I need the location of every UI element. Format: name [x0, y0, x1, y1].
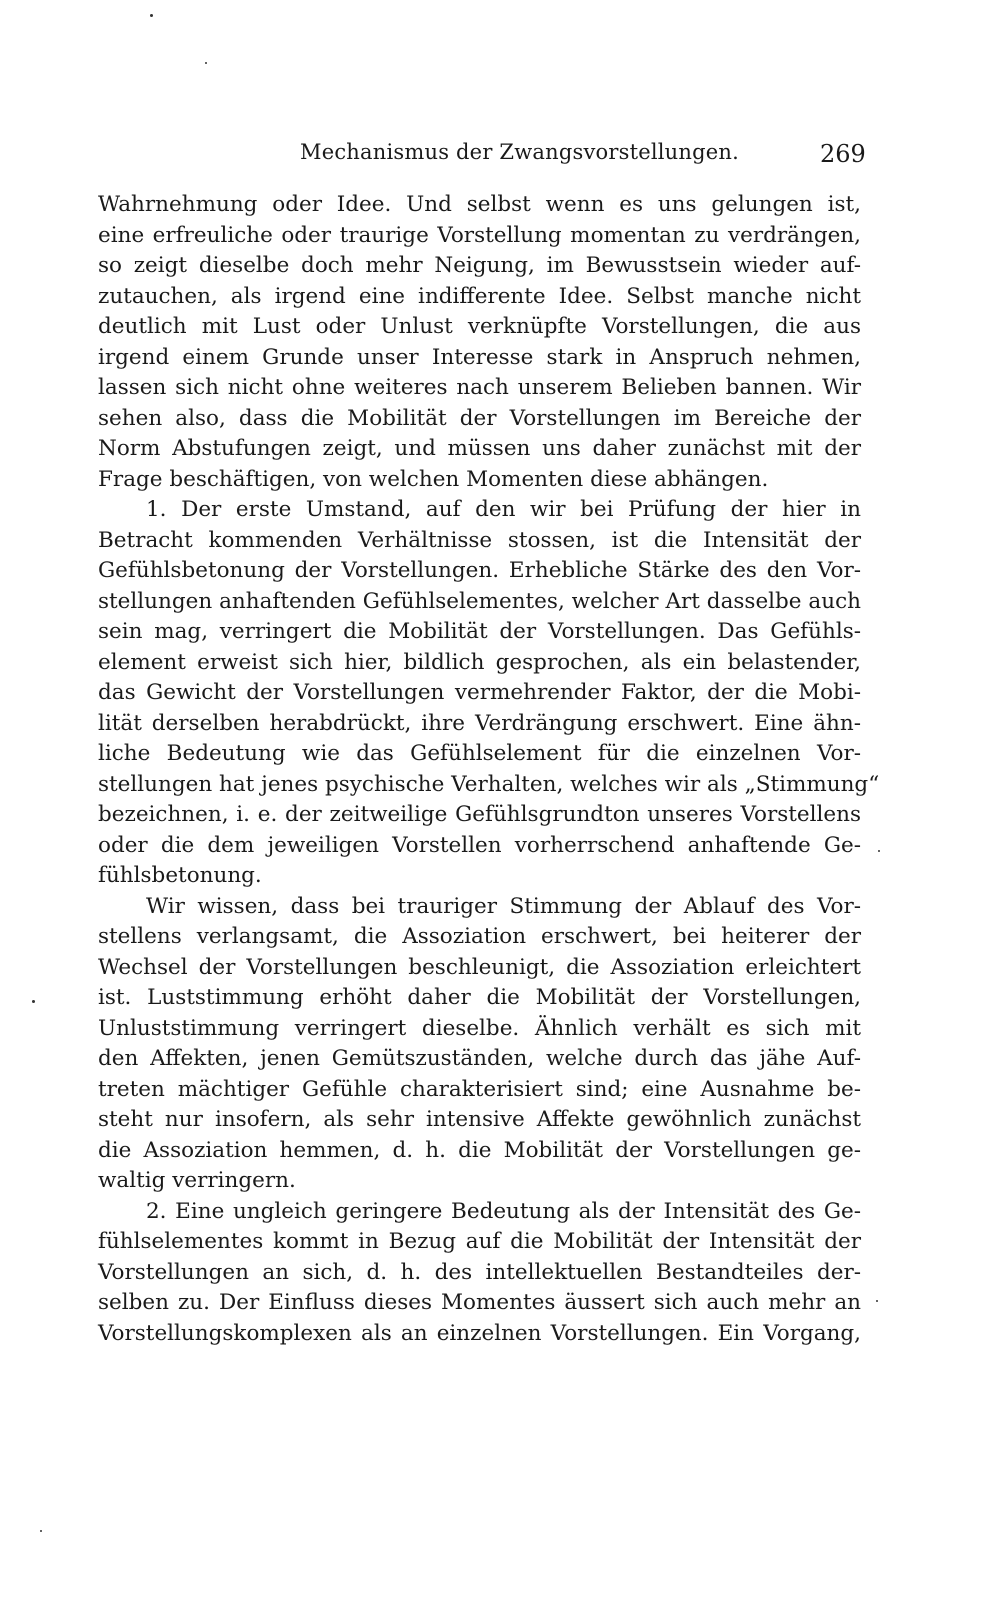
text-line: lität derselben herabdrückt, ihre Verdrängung erschwert. Eine ähn-	[98, 710, 861, 736]
text-line: waltig verringern.	[98, 1168, 296, 1193]
text-line: Wechsel der Vorstellungen beschleunigt, die Assoziation erleichtert	[98, 954, 861, 980]
text-line: Gefühlsbetonung der Vorstellungen. Erhebliche Stärke des den Vor-	[98, 558, 861, 583]
scan-speck	[32, 1000, 35, 1003]
text-line: Frage beschäftigen, von welchen Momenten diese abhängen.	[98, 466, 769, 492]
running-title: Mechanismus der Zwangsvorstellungen.	[300, 140, 740, 164]
text-line: sein mag, verringert die Mobilität der Vorstellungen. Das Gefühls-	[98, 619, 861, 644]
page-number: 269	[820, 140, 866, 168]
text-line: deutlich mit Lust oder Unlust verknüpfte Vorstellungen, die aus	[98, 314, 861, 339]
text-line: lassen sich nicht ohne weiteres nach unserem Belieben bannen. Wir	[98, 375, 861, 400]
text-line: fühlsbetonung.	[98, 863, 262, 888]
paragraph-start: 2. Eine ungleich geringere Bedeutung als der Intensität des Ge-	[146, 1198, 861, 1224]
text-line: Betracht kommenden Verhältnisse stossen, ist die Intensität der	[98, 527, 861, 553]
text-line: Norm Abstufungen zeigt, und müssen uns daher zunächst mit der	[98, 436, 861, 461]
scan-speck	[876, 1300, 878, 1302]
scan-speck	[40, 1530, 42, 1532]
text-line: fühlselementes kommt in Bezug auf die Mobilität der Intensität der	[98, 1229, 861, 1254]
text-line: stellungen hat jenes psychische Verhalten, welches wir als „Stimmung“	[98, 771, 880, 797]
scan-speck	[205, 62, 207, 64]
text-line: den Affekten, jenen Gemütszuständen, welche durch das jähe Auf-	[98, 1046, 861, 1071]
text-line: stellens verlangsamt, die Assoziation erschwert, bei heiterer der	[98, 924, 861, 949]
text-line: ist. Luststimmung erhöht daher die Mobilität der Vorstellungen,	[98, 985, 861, 1010]
text-line: steht nur insofern, als sehr intensive Affekte gewöhnlich zunächst	[98, 1107, 861, 1132]
paragraph-start: Wir wissen, dass bei trauriger Stimmung der Ablauf des Vor-	[146, 893, 861, 919]
text-line: zutauchen, als irgend eine indifferente Idee. Selbst manche nicht	[98, 283, 861, 309]
text-line: eine erfreuliche oder traurige Vorstellung momentan zu verdrängen,	[98, 222, 861, 248]
text-line: die Assoziation hemmen, d. h. die Mobilität der Vorstellungen ge-	[98, 1137, 861, 1163]
text-line: Vorstellungskomplexen als an einzelnen Vorstellungen. Ein Vorgang,	[98, 1320, 861, 1346]
text-line: element erweist sich hier, bildlich gesprochen, als ein belastender,	[98, 649, 861, 675]
text-line: oder die dem jeweiligen Vorstellen vorherrschend anhaftende Ge-	[98, 832, 861, 858]
text-line: Unluststimmung verringert dieselbe. Ähnlich verhält es sich mit	[98, 1015, 861, 1041]
text-line: irgend einem Grunde unser Interesse stark in Anspruch nehmen,	[98, 344, 861, 370]
scan-speck	[878, 850, 880, 852]
text-line: bezeichnen, i. e. der zeitweilige Gefühlsgrundton unseres Vorstellens	[98, 802, 861, 827]
text-line: selben zu. Der Einfluss dieses Momentes äussert sich auch mehr an	[98, 1290, 861, 1315]
text-line: stellungen anhaftenden Gefühlselementes, welcher Art dasselbe auch	[98, 588, 861, 614]
text-line: sehen also, dass die Mobilität der Vorstellungen im Bereiche der	[98, 405, 861, 431]
text-line: das Gewicht der Vorstellungen vermehrender Faktor, der die Mobi-	[98, 680, 861, 705]
text-line: liche Bedeutung wie das Gefühlselement für die einzelnen Vor-	[98, 741, 861, 766]
scan-speck	[150, 14, 153, 17]
text-line: Vorstellungen an sich, d. h. des intellektuellen Bestandteiles der-	[98, 1259, 861, 1285]
body-text	[98, 190, 880, 1349]
text-line: Wahrnehmung oder Idee. Und selbst wenn es uns gelungen ist,	[98, 192, 861, 217]
text-line: so zeigt dieselbe doch mehr Neigung, im Bewusstsein wieder auf-	[98, 253, 861, 278]
paragraph-start: 1. Der erste Umstand, auf den wir bei Prüfung der hier in	[146, 497, 861, 522]
text-line: treten mächtiger Gefühle charakterisiert sind; eine Ausnahme be-	[98, 1076, 861, 1102]
